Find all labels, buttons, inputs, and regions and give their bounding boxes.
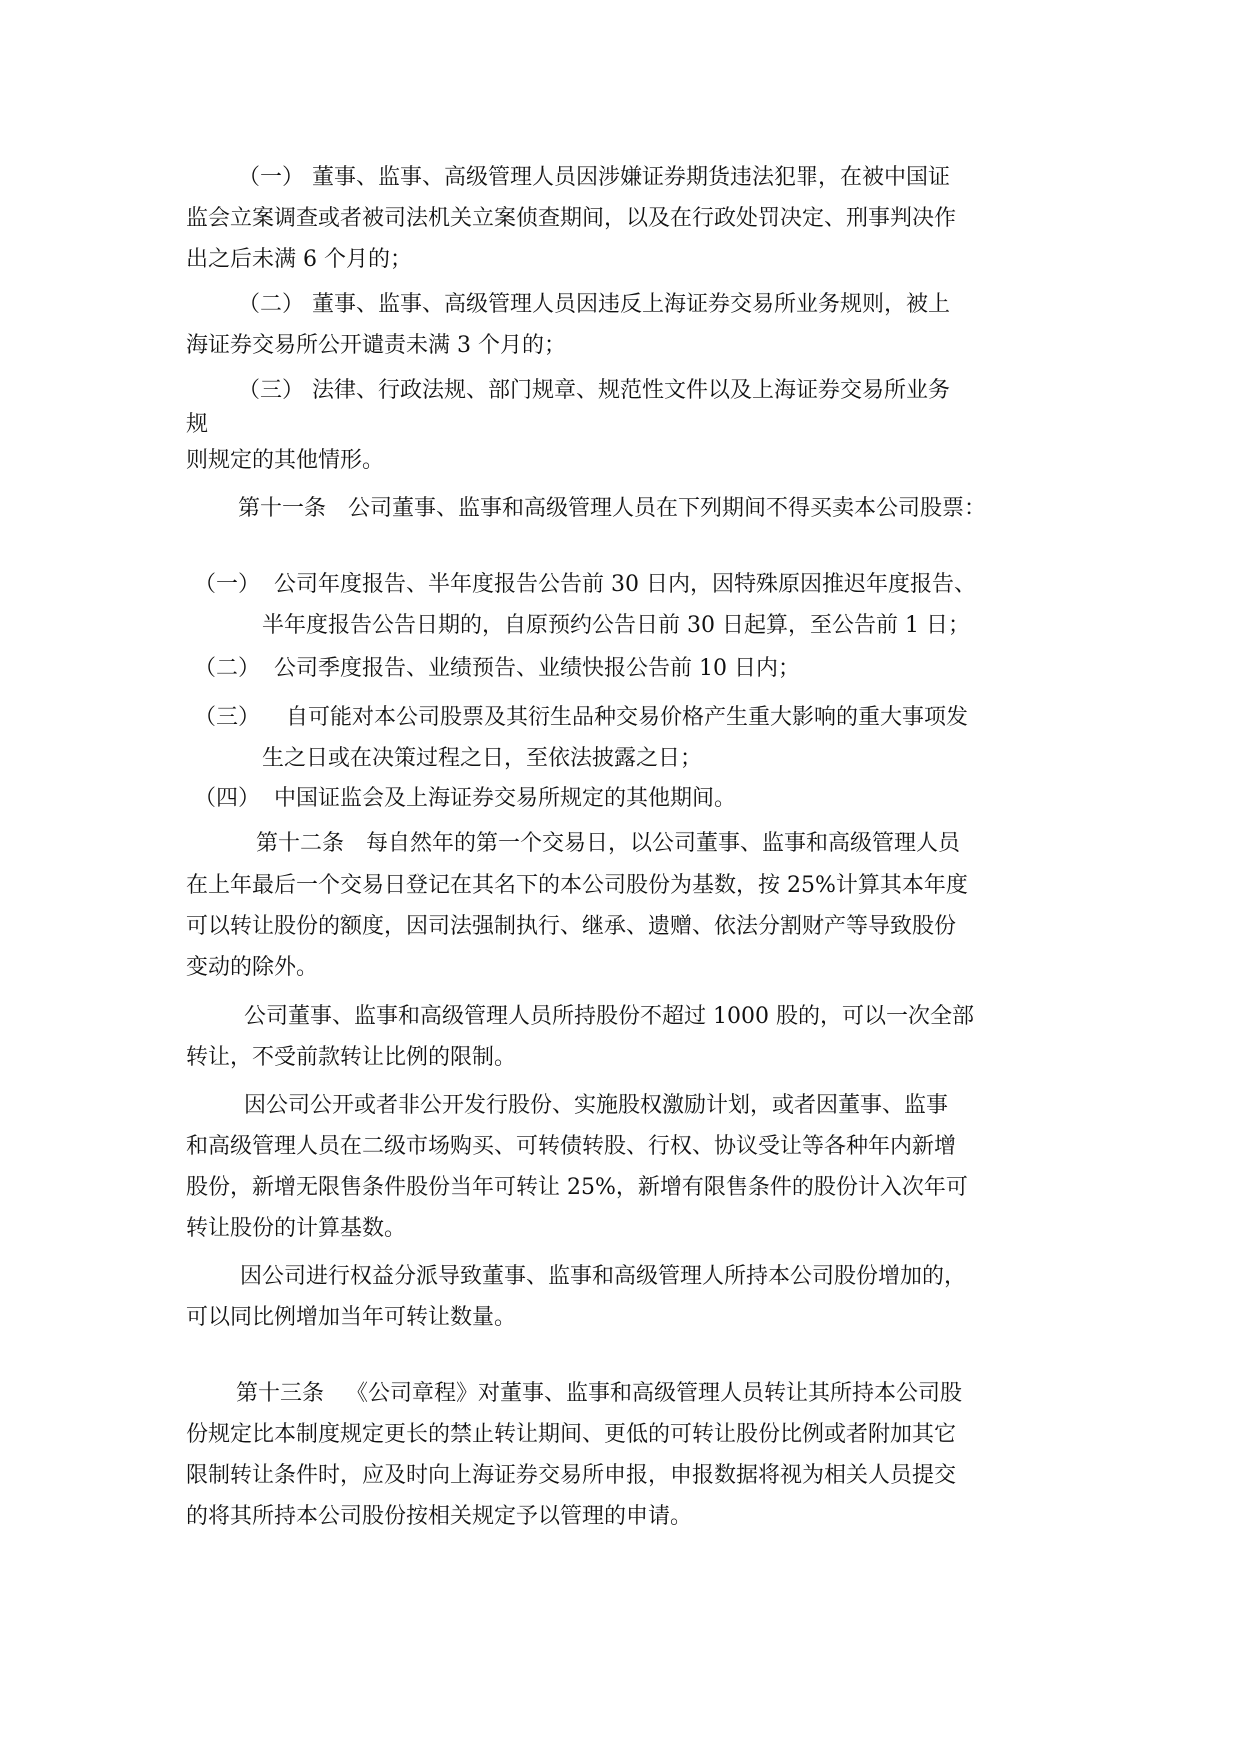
item-label: （三） [194, 705, 261, 730]
text-line: 因公司进行权益分派导致董事、监事和高级管理人所持本公司股份增加的， [240, 1264, 967, 1289]
item-label: （四） [194, 786, 261, 811]
item-label: （一） [194, 572, 261, 597]
item-label: （二） [194, 656, 261, 681]
text-line: 公司董事、监事和高级管理人员所持股份不超过 1000 股的，可以一次全部 [244, 1004, 974, 1029]
text-line: 半年度报告公告日期的，自原预约公告日前 30 日起算，至公告前 1 日； [262, 613, 970, 638]
text-line: 法律、行政法规、部门规章、规范性文件以及上海证券交易所业务 [312, 378, 951, 403]
text-line: 则规定的其他情形。 [186, 448, 385, 473]
text-line: 因公司公开或者非公开发行股份、实施股权激励计划，或者因董事、监事 [244, 1093, 949, 1118]
text-line: 监会立案调查或者被司法机关立案侦查期间，以及在行政处罚决定、刑事判决作 [186, 206, 957, 231]
text-line: 《公司章程》对董事、监事和高级管理人员转让其所持本公司股 [346, 1381, 963, 1406]
text-line: 海证券交易所公开谴责未满 3 个月的； [186, 333, 566, 358]
text-line: 转让，不受前款转让比例的限制。 [186, 1045, 517, 1070]
text-line: 规 [186, 412, 209, 437]
item-label: （三） [238, 378, 305, 403]
text-line: 和高级管理人员在二级市场购买、可转债转股、行权、协议受让等各种年内新增 [186, 1134, 957, 1159]
text-line: 的将其所持本公司股份按相关规定予以管理的申请。 [186, 1504, 693, 1529]
text-line: 董事、监事、高级管理人员因涉嫌证券期货违法犯罪，在被中国证 [312, 165, 951, 190]
text-line: 自可能对本公司股票及其衍生品种交易价格产生重大影响的重大事项发 [286, 705, 969, 730]
text-line: 每自然年的第一个交易日，以公司董事、监事和高级管理人员 [366, 831, 961, 856]
text-line: 生之日或在决策过程之日，至依法披露之日； [262, 746, 703, 771]
text-line: 变动的除外。 [186, 955, 319, 980]
text-line: 公司季度报告、业绩预告、业绩快报公告前 10 日内； [274, 656, 800, 681]
text-line: 在上年最后一个交易日登记在其名下的本公司股份为基数，按 25%计算其本年度 [186, 873, 968, 898]
text-line: 转让股份的计算基数。 [186, 1216, 407, 1241]
text-line: 公司年度报告、半年度报告公告前 30 日内，因特殊原因推迟年度报告、 [274, 572, 976, 597]
article-13-heading: 第十三条 [236, 1381, 325, 1406]
text-line: 董事、监事、高级管理人员因违反上海证券交易所业务规则，被上 [312, 292, 951, 317]
text-line: 出之后未满 6 个月的； [186, 247, 412, 272]
text-line: 份规定比本制度规定更长的禁止转让期间、更低的可转让股份比例或者附加其它 [186, 1422, 957, 1447]
article-12-heading: 第十二条 [256, 831, 345, 856]
text-line: 可以同比例增加当年可转让数量。 [186, 1305, 517, 1330]
text-line: 股份，新增无限售条件股份当年可转让 25%，新增有限售条件的股份计入次年可 [186, 1175, 968, 1200]
item-label: （二） [238, 292, 305, 317]
item-label: （一） [238, 165, 305, 190]
text-line: 可以转让股份的额度，因司法强制执行、继承、遗赠、依法分割财产等导致股份 [186, 914, 957, 939]
text-line: 公司董事、监事和高级管理人员在下列期间不得买卖本公司股票： [348, 496, 987, 521]
article-11-heading: 第十一条 [238, 496, 327, 521]
text-line: 中国证监会及上海证券交易所规定的其他期间。 [274, 786, 737, 811]
text-line: 限制转让条件时，应及时向上海证券交易所申报，申报数据将视为相关人员提交 [186, 1463, 957, 1488]
